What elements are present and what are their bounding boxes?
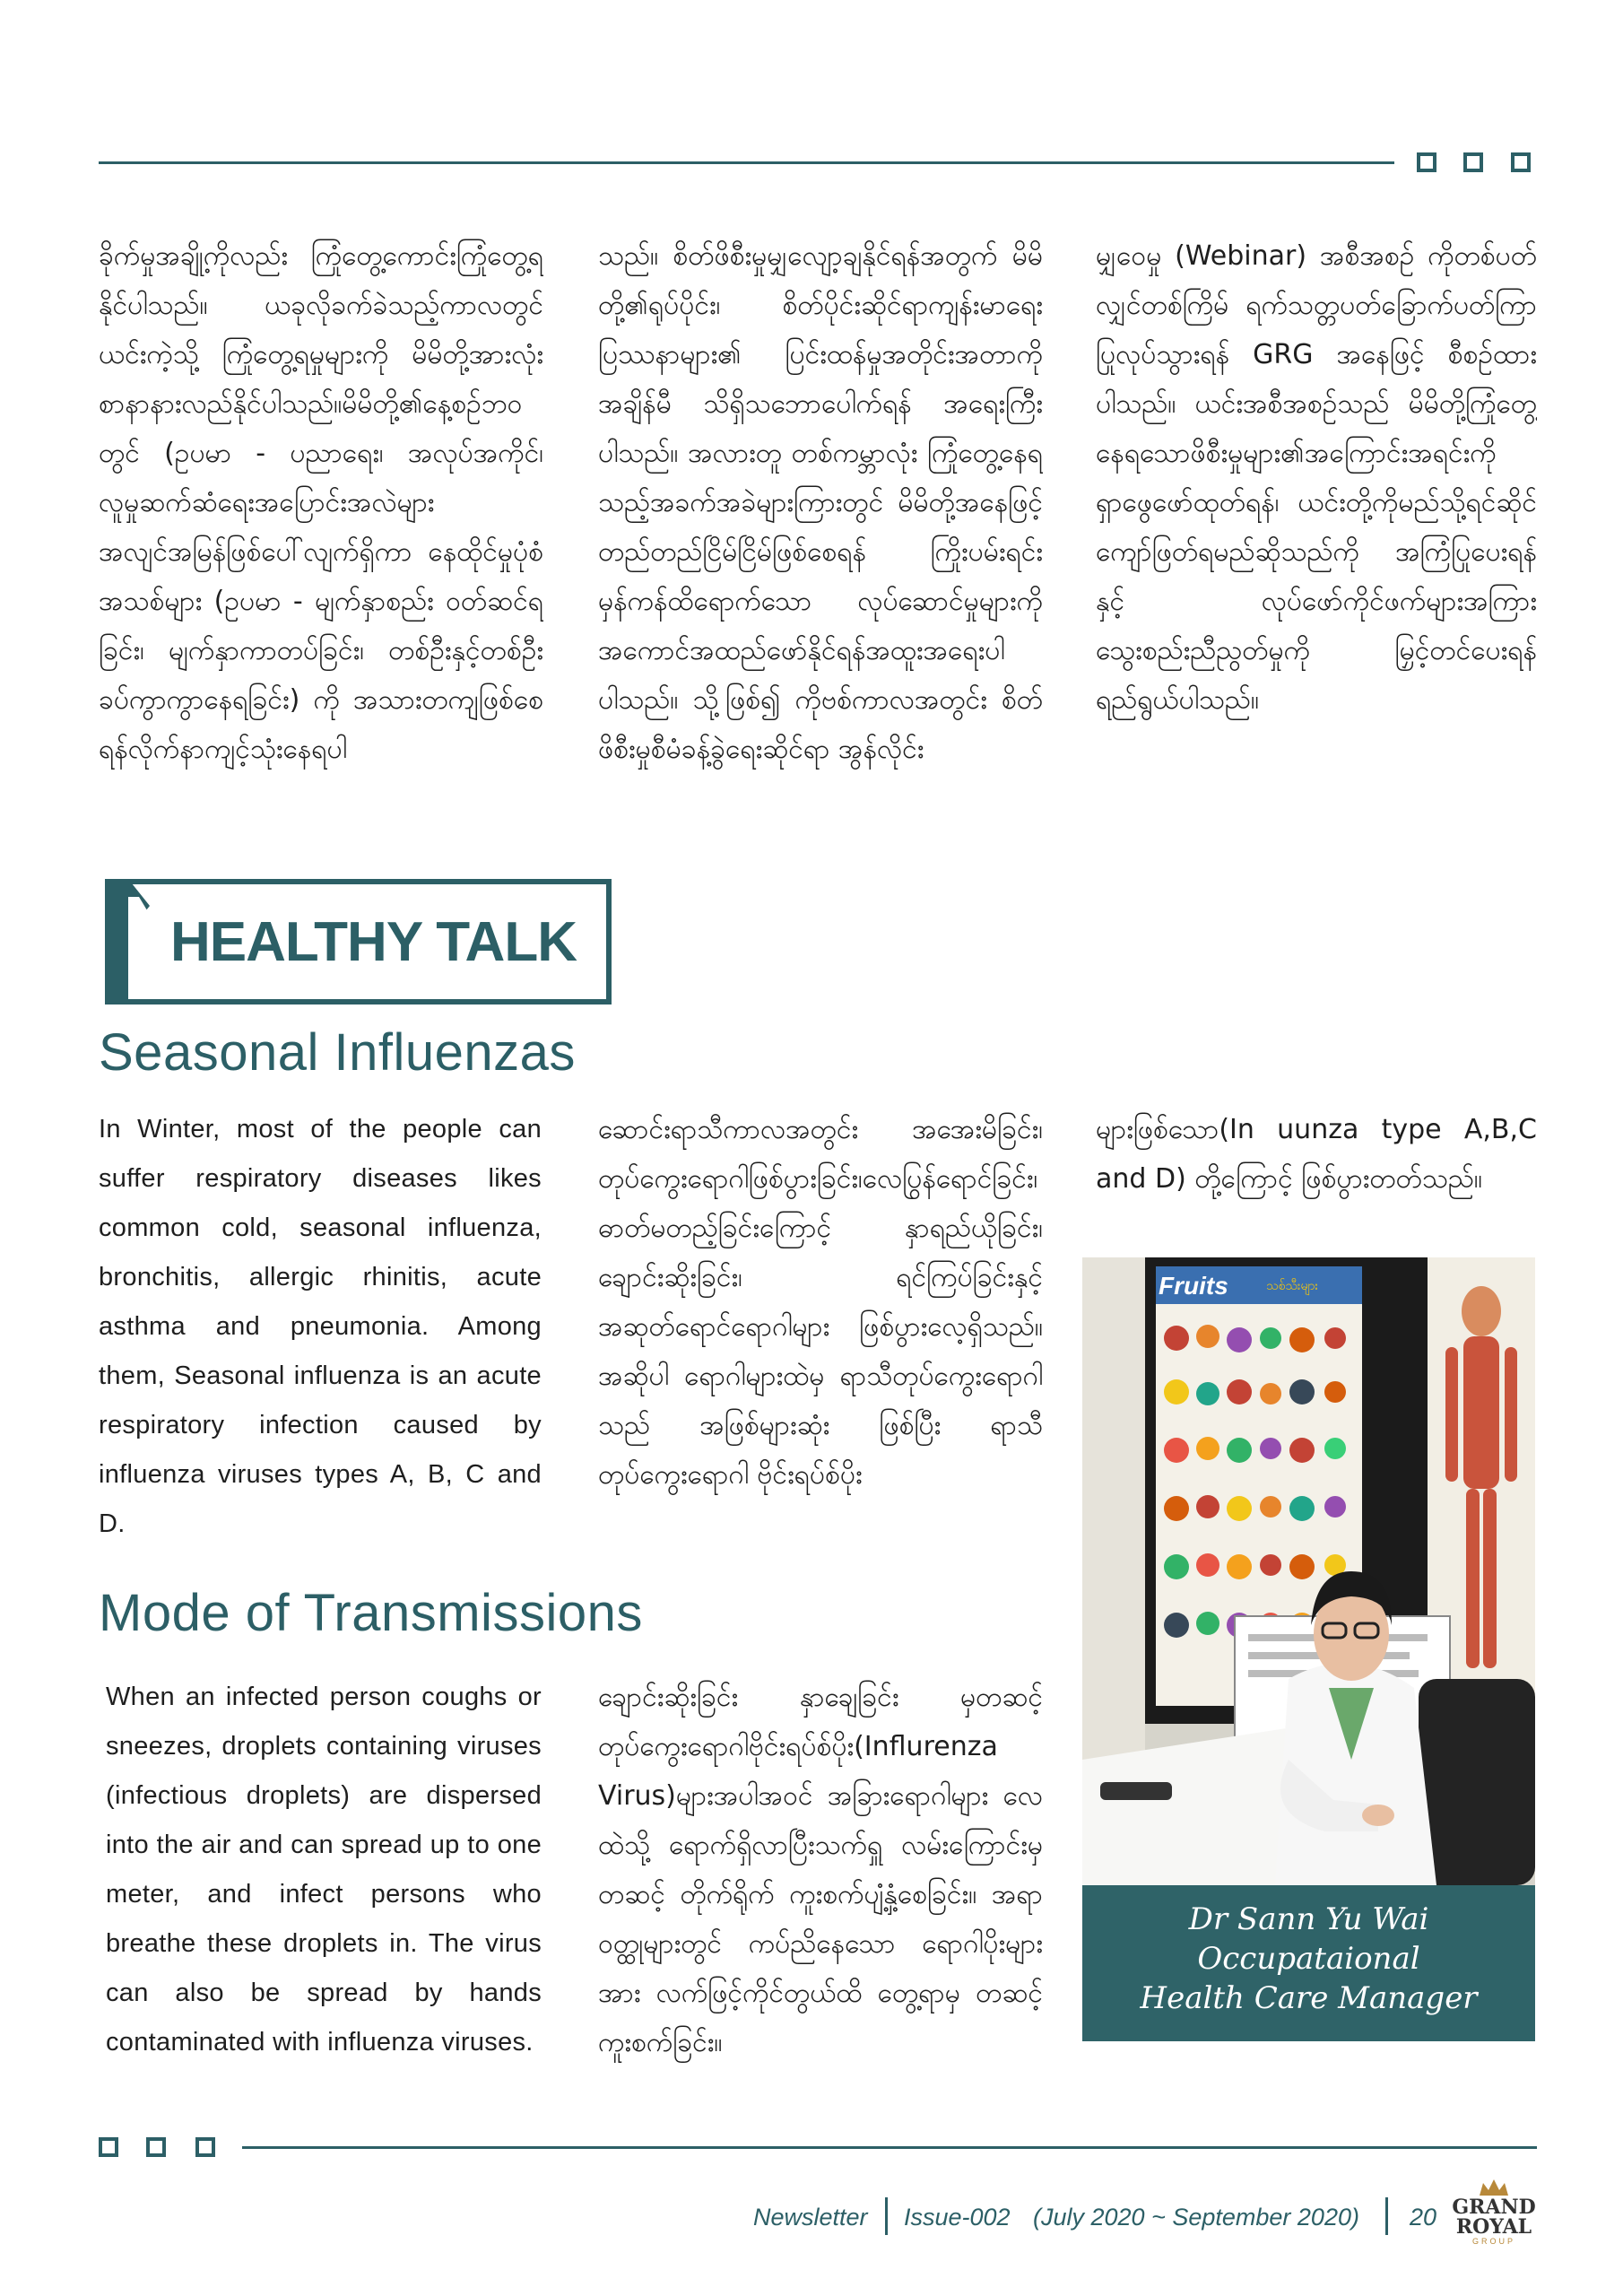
section2-column-2: ချောင်းဆိုးခြင်း နှာချေခြင်း မှတဆင့် တုပ်ကွေးရောဂါဗိုင်းရပ်စ်ပိုး(Influrenza Virus)များအပါအဝင် အခြားရောဂါများ လေထဲသို့ ရောက်ရှိလာပြီးသက်ရှူ လမ်းကြောင်းမှတဆင့် တိုက်ရိုက် ကူးစက်ပျံ့နှံ့စေခြင်း။ အရာဝတ္ထုများတွင် ကပ်ညိနေသော ရောဂါပိုးများအား လက်ဖြင့်ကိုင်တွယ်ထိ တွေ့ရာမှ တဆင့်ကူးစက်ခြင်း။: [598, 1682, 1043, 2058]
section2-column-1: When an infected person coughs or sneezes, droplets containing viruses (infectious droplets) are dispersed into the air and can spread up to one meter, and infect persons who breathe these droplets in. The virus can also be spread by hands contaminated with influenza viruses.: [106, 1683, 542, 2057]
doctor-photo-illustration: [1082, 1257, 1535, 1885]
footer-period: (July 2020 ~ September 2020): [1033, 2204, 1359, 2231]
section1-column-1: In Winter, most of the people can suffer respiratory diseases likes common cold, seasonal influenza, bronchitis, allergic rhinitis, acute asthma and pneumonia. Among them, Seasonal influenza is an acute respiratory infection caused by influenza viruses types A, B, C and D.: [99, 1115, 542, 1538]
banner-label: HEALTHY TALK: [170, 911, 577, 973]
poster-subtitle: သစ်သီးများ: [1266, 1279, 1319, 1293]
top-square-1: [1417, 152, 1436, 172]
top-column-3: မျှဝေမှု (Webinar) အစီအစဉ် ကိုတစ်ပတ်လျှင်တစ်ကြိမ် ရက်သတ္တပတ်ခြောက်ပတ်ကြာပြုလုပ်သွားရန် GRG အနေဖြင့် စီစဉ်ထားပါသည်။ ယင်းအစီအစဉ်သည် မိမိတို့ကြုံတွေ့နေရသောဖိစီးမှုများ၏အကြောင်းအရင်းကိုရှာဖွေဖော်ထုတ်ရန်၊ ယင်းတို့ကိုမည်သို့ရင်ဆိုင်ကျော်ဖြတ်ရမည်ဆိုသည်ကို အကြံပြုပေးရန်နှင့် လုပ်ဖော်ကိုင်ဖက်များအကြားသွေးစည်းညီညွတ်မှုကို မြှင့်တင်ပေးရန် ရည်ရွယ်ပါသည်။: [1096, 240, 1537, 716]
footer-divider-1: [885, 2197, 888, 2235]
logo-line-2: ROYAL: [1455, 2215, 1532, 2239]
footer-page-number: 20: [1410, 2204, 1437, 2231]
top-square-2: [1463, 152, 1483, 172]
bottom-square-2: [146, 2137, 166, 2157]
logo-line-1: GRAND: [1452, 2196, 1536, 2219]
bottom-square-1: [99, 2137, 118, 2157]
bottom-rule: [242, 2146, 1537, 2149]
caption-name: Dr Sann Yu Wai: [1188, 1901, 1429, 1937]
banner-chevron-icon: [105, 879, 159, 1004]
grand-royal-logo: [1451, 2178, 1537, 2246]
section-heading-seasonal-influenzas: Seasonal Influenzas: [99, 1023, 576, 1082]
footer-divider-2: [1385, 2197, 1388, 2235]
logo-line-3: GROUP: [1471, 2237, 1515, 2246]
crown-icon: [1476, 2178, 1512, 2197]
section-heading-mode-of-transmissions: Mode of Transmissions: [99, 1584, 643, 1642]
top-column-2: သည်။ စိတ်ဖိစီးမှုမျှလျော့ချနိုင်ရန်အတွက် မိမိတို့၏ရုပ်ပိုင်း၊ စိတ်ပိုင်းဆိုင်ရာကျန်းမာရေးပြဿနာများ၏ ပြင်းထန်မှုအတိုင်းအတာကို အချိန်မီ သိရှိသဘောပေါက်ရန် အရေးကြီး ပါသည်။ အလားတူ တစ်ကမ္ဘာလုံး ကြုံတွေ့နေရသည့်အခက်အခဲများကြားတွင် မိမိတို့အနေဖြင့် တည်တည်ငြိမ်ငြိမ်ဖြစ်စေရန် ကြိုးပမ်းရင်းမှန်ကန်ထိရောက်သော လုပ်ဆောင်မှုများကို အကောင်အထည်ဖော်နိုင်ရန်အထူးအရေးပါပါသည်။ သို့ဖြစ်၍ ကိုဗစ်ကာလအတွင်း စိတ်ဖိစီးမှုစီမံခန့်ခွဲရေးဆိုင်ရာ အွန်လိုင်း: [598, 240, 1043, 765]
poster-title: Fruits: [1159, 1272, 1228, 1300]
doctor-photo: [1082, 1257, 1535, 1885]
section1-column-3: များဖြစ်သော(In uunza type A,B,C and D) တို့ကြောင့် ဖြစ်ပွားတတ်သည်။: [1096, 1114, 1537, 1195]
top-square-3: [1511, 152, 1531, 172]
photo-caption: [1082, 1885, 1535, 2041]
caption-title-line1: Occupataional: [1197, 1941, 1420, 1977]
top-rule: [99, 161, 1394, 164]
footer-newsletter: Newsletter: [753, 2204, 868, 2231]
top-column-1: ခိုက်မှုအချို့ကိုလည်း ကြုံတွေ့ကောင်းကြုံတွေ့ရနိုင်ပါသည်။ ယခုလိုခက်ခဲသည့်ကာလတွင် ယင်းကဲ့သို့ ကြုံတွေ့ရမှုများကို မိမိတို့အားလုံးစာနာနားလည်နိုင်ပါသည်။မိမိတို့၏နေ့စဉ်ဘဝတွင် (ဥပမာ - ပညာရေး၊ အလုပ်အကိုင်၊ လူမှုဆက်ဆံရေးအပြောင်းအလဲများအလျင်အမြန်ဖြစ်ပေါ်လျက်ရှိကာ နေထိုင်မှုပုံစံအသစ်များ (ဥပမာ - မျက်နှာစည်း ဝတ်ဆင်ရခြင်း၊ မျက်နှာကာတပ်ခြင်း၊ တစ်ဦးနှင့်တစ်ဦး ခပ်ကွာကွာနေရခြင်း) ကို အသားတကျဖြစ်စေရန်လိုက်နာကျင့်သုံးနေရပါ: [99, 240, 543, 765]
section1-column-2: ဆောင်းရာသီကာလအတွင်း အအေးမိခြင်း၊တုပ်ကွေးရောဂါဖြစ်ပွားခြင်း၊လေပြွန်ရောင်ခြင်း၊ ဓာတ်မတည့်ခြင်းကြောင့် နှာရည်ယိုခြင်း၊ ချောင်းဆိုးခြင်း၊ ရင်ကြပ်ခြင်းနှင့် အဆုတ်ရောင်ရောဂါများ ဖြစ်ပွားလေ့ရှိသည်။အဆိုပါ ရောဂါများထဲမှ ရာသီတုပ်ကွေးရောဂါသည် အဖြစ်များဆုံး ဖြစ်ပြီး ရာသီတုပ်ကွေးရောဂါ ဗိုင်းရပ်စ်ပိုး: [598, 1114, 1043, 1491]
bottom-square-3: [195, 2137, 215, 2157]
footer-issue: Issue-002: [904, 2204, 1011, 2231]
caption-title-line2: Health Care Manager: [1140, 1980, 1478, 2016]
